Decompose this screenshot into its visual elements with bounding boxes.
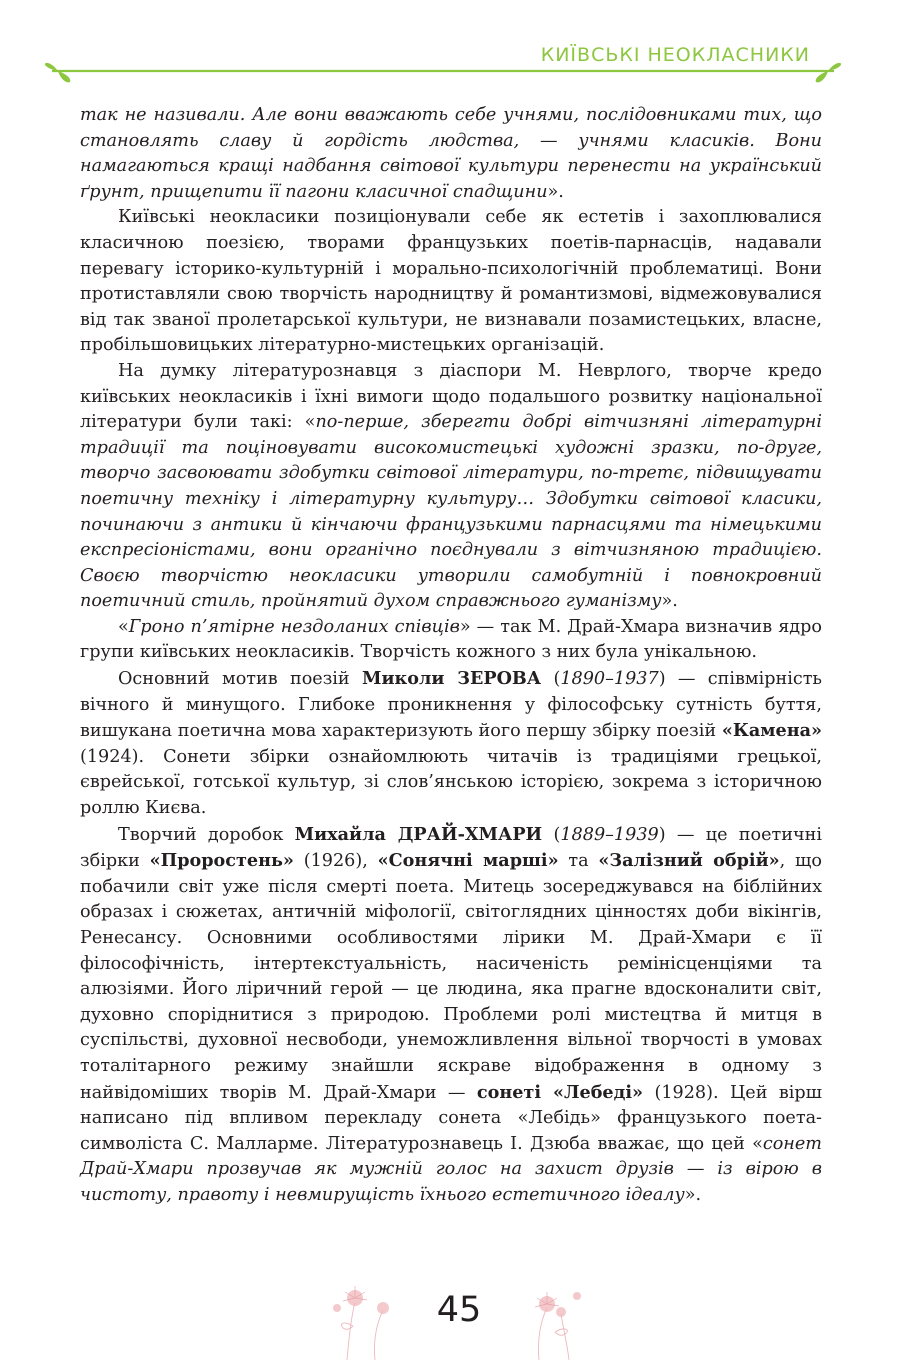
- bold-term: Михайла ДРАЙ-ХМАРИ: [294, 823, 543, 845]
- text-span: та: [558, 851, 599, 872]
- body-text: [80, 103, 822, 1209]
- text-span: ) — співмірність вічного й минущого. Глибоке проникнення у філософську сутність буття, вишукана поетична мова характеризують його першу збірку поезій: [80, 669, 822, 742]
- text-span: (: [541, 669, 561, 690]
- italic-quote: Гроно п’ятірне нездоланих співців: [128, 616, 460, 637]
- text-span: Основний мотив поезій: [118, 669, 362, 690]
- text-span: На думку літературознавця з діаспори М. Неврлого, творче кредо київських неокласиків і їхні вимоги щодо подальшого розвитку національної літератури були такі: «: [80, 360, 822, 433]
- text-span: ».: [547, 181, 564, 202]
- italic-quote: по-перше, зберегти добрі вітчизняні літературні традиції та поціновувати високомистецькі художні зразки, по-друге, творчо засвоювати здобутки світової літератури, по-третє, підвищувати поетичну техніку і літературну культуру… Здобутки світової класики, починаючи з антики й кінчаючи французькими парнасцями та німецькими експресіоністами, вони органічно поєднували з вітчизняною традицією. Своєю творчістю неокласики утворили самобутній і повнокровний поетичний стиль, пройнятий духом справжнього гуманізму: [80, 412, 823, 612]
- paragraph: [80, 205, 822, 359]
- bold-term: «Сонячні марші»: [377, 850, 559, 872]
- paragraph: [80, 822, 822, 1209]
- paragraph: [80, 615, 822, 666]
- italic-quote: 1889–1939: [560, 824, 659, 845]
- bold-term: «Проростень»: [149, 850, 294, 872]
- italic-quote: 1890–1937: [560, 669, 659, 690]
- paragraph: [80, 103, 822, 205]
- text-span: (1928). Цей вірш написано під впливом перекладу сонета «Лебідь» французького поета-символіста С. Малларме. Літературознавець І. Дзюба вважає, що цей «: [80, 1082, 822, 1154]
- bold-term: «Камена»: [721, 720, 822, 742]
- bold-term: сонеті «Лебеді»: [476, 1081, 644, 1103]
- text-span: Київські неокласики позиціонували себе як естетів і захоплювалися класичною поезією, творами французьких поетів-парнасців, надавали перевагу історико-культурній і морально-психологічній проблематиці. Вони протиставляли свою творчість народництву й романтизмові, відмежовувалися від так званої пролетарської культури, не визнавали позамистецьких, власне, пробільшовицьких літературно-мистецьких організацій.: [80, 207, 822, 356]
- text-span: (1926),: [293, 851, 378, 872]
- paragraph: [80, 359, 822, 615]
- text-span: ) — це поетичні збірки: [80, 824, 822, 872]
- bold-term: Миколи ЗЕРОВА: [361, 668, 542, 690]
- italic-quote: сонет Драй-Хмари прозвучав як мужній голос на захист друзів — із вірою в чистоту, правоту і невмирущість їхнього естетичного ідеалу: [80, 1133, 822, 1205]
- section-title: КИЇВСЬКІ НЕОКЛАСНИКИ: [540, 44, 810, 66]
- text-span: «: [118, 616, 129, 637]
- text-span: ».: [684, 1184, 702, 1205]
- text-span: Творчий доробок: [118, 824, 295, 845]
- bold-term: «Залізний обрій»: [598, 850, 780, 872]
- text-span: , що побачили світ уже після смерті поета. Митець зосереджувався на біблійних образах і сюжетах, античній міфології, світоглядних цінностях доби вікінгів, Ренесансу. Основними особливостями лірики М. Драй-Хмари є її філософічність, інтертекстуальність, насиченість ремінісценціями та алюзіями. Його ліричний герой — це людина, яка прагне вдосконалити світ, духовно споріднитися з природою. Проблеми ролі мистецтва й митця в суспільстві, духовної несвободи, унеможливлення вільної творчості в умовах тоталітарного режиму знайшли яскраве відображення в одному з найвідоміших творів М. Драй-Хмари —: [80, 851, 822, 1103]
- text-span: » — так М. Драй-Хмара визначив ядро групи київських неокласиків. Творчість кожного з них була унікальною.: [80, 616, 822, 663]
- italic-quote: так не називали. Але вони вважають себе учнями, послідовниками тих, що становлять славу й гордість людства, — учнями класиків. Вони намагаються кращі надбання світової культури перенести на український ґрунт, прищепити її пагони класичної спадщини: [80, 105, 822, 202]
- text-span: ».: [661, 591, 678, 612]
- page-number: 45: [436, 1290, 482, 1330]
- paragraph: [80, 666, 822, 822]
- text-span: (: [542, 824, 561, 845]
- text-span: (1924). Сонети збірки ознайомлюють читачів із традиціями грецької, єврейської, готської культур, зі слов’янською історією, зокрема з історичною роллю Києва.: [80, 746, 822, 819]
